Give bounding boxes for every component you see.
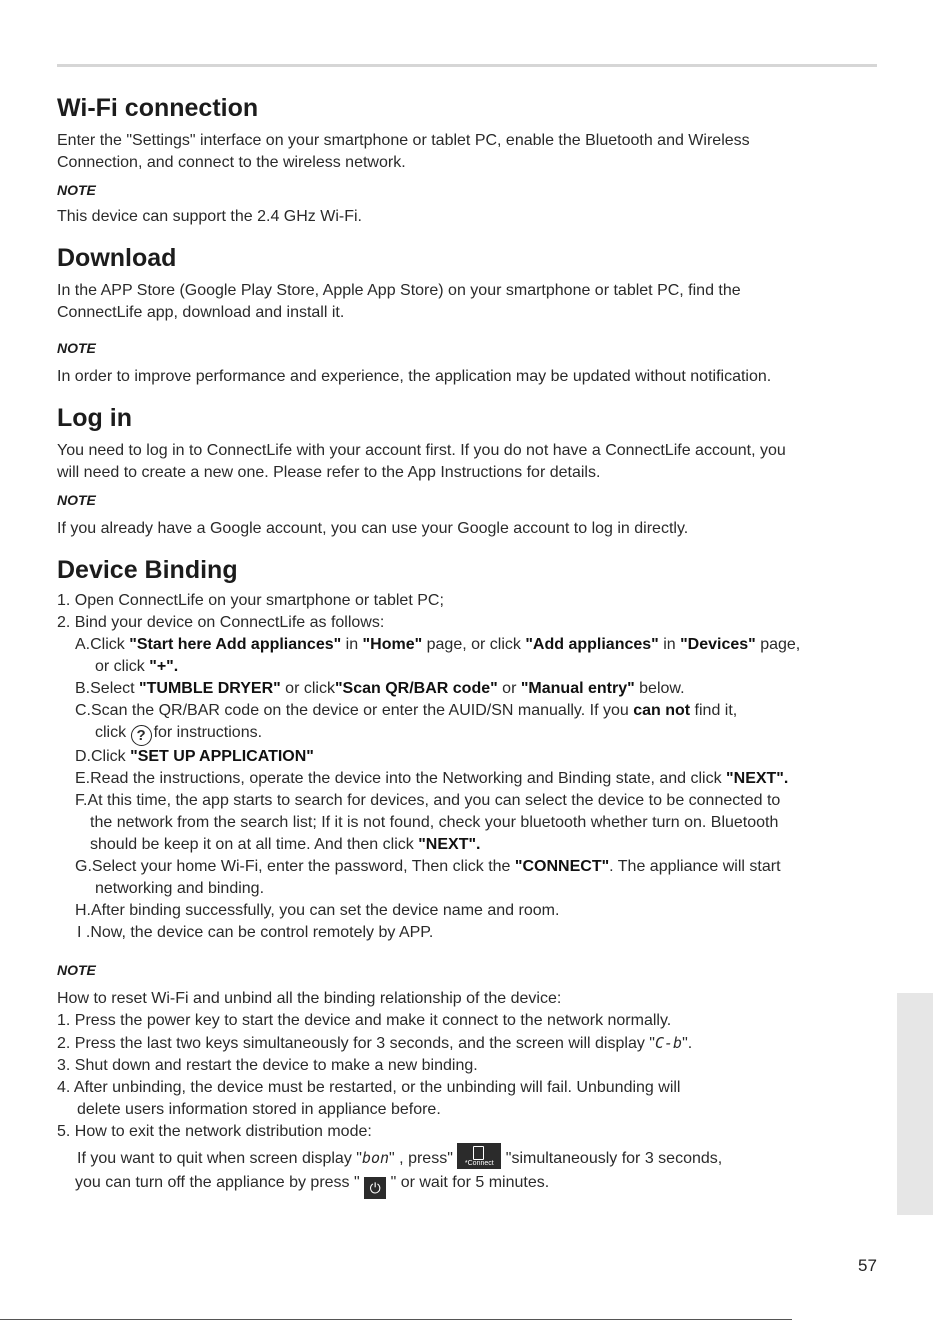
binding-step-f-line3: should be keep it on at all time. And then click "NEXT". (90, 836, 481, 853)
reset-step3: 3. Shut down and restart the device to make a new binding. (57, 1057, 478, 1074)
side-tab (897, 993, 933, 1215)
download-text-line1: In the APP Store (Google Play Store, Apple App Store) on your smartphone or tablet PC, find the (57, 282, 741, 299)
reset-step5-line2: you can turn off the appliance by press " ⏻ " or wait for 5 minutes. (57, 1171, 887, 1199)
download-text-line2: ConnectLife app, download and install it. (57, 304, 345, 321)
binding-step-a: A.Click "Start here Add appliances" in "Home" page, or click "Add appliances" in "Devices" page, (75, 636, 801, 653)
wifi-section-title: Wi-Fi connection (57, 94, 259, 122)
top-rule (57, 64, 877, 67)
help-icon: ? (131, 725, 152, 746)
binding-step1: 1. Open ConnectLife on your smartphone or tablet PC; (57, 592, 444, 609)
download-section-title: Download (57, 244, 177, 272)
binding-step-d: D.Click "SET UP APPLICATION" (75, 748, 314, 765)
lcd-display-bon: bon (361, 1149, 390, 1167)
wifi-text-line1: Enter the "Settings" interface on your smartphone or tablet PC, enable the Bluetooth and Wireless (57, 132, 750, 149)
login-note-label: NOTE (57, 492, 96, 508)
binding-step-f-line2: the network from the search list; If it is not found, check your bluetooth whether turn on. Bluetooth (90, 814, 779, 831)
reset-step5-line1: If you want to quit when screen display "bon" , press" *Connect "simultaneously for 3 seconds, (57, 1143, 887, 1171)
binding-step-g: G.Select your home Wi-Fi, enter the password, Then click the "CONNECT". The appliance will start (75, 858, 781, 875)
binding-step-g-cont: networking and binding. (95, 880, 265, 897)
binding-step2: 2. Bind your device on ConnectLife as follows: (57, 614, 385, 631)
bottom-rule (0, 1319, 792, 1320)
reset-step2: 2. Press the last two keys simultaneously for 3 seconds, and the screen will display "C-b". (57, 1034, 693, 1052)
wifi-note-text: This device can support the 2.4 GHz Wi-Fi. (57, 208, 362, 225)
binding-section-title: Device Binding (57, 556, 238, 584)
page-number: 57 (858, 1256, 877, 1275)
wifi-note-label: NOTE (57, 182, 96, 198)
reset-intro: How to reset Wi-Fi and unbind all the binding relationship of the device: (57, 990, 562, 1007)
reset-step5: 5. How to exit the network distribution mode: (57, 1123, 372, 1140)
binding-step-c-cont: click ? for instructions. (95, 724, 263, 744)
power-button-icon: ⏻ (364, 1177, 386, 1199)
binding-step-h: H.After binding successfully, you can set the device name and room. (75, 902, 560, 919)
connect-button-icon: *Connect (457, 1143, 501, 1169)
download-note-text: In order to improve performance and experience, the application may be updated without notification. (57, 368, 772, 385)
reset-step4-cont: delete users information stored in appliance before. (77, 1101, 441, 1118)
reset-step1: 1. Press the power key to start the device and make it connect to the network normally. (57, 1012, 672, 1029)
login-section-title: Log in (57, 404, 132, 432)
login-text-line1: You need to log in to ConnectLife with your account first. If you do not have a ConnectLife account, you (57, 442, 786, 459)
reset-step4: 4. After unbinding, the device must be restarted, or the unbinding will fail. Unbunding will (57, 1079, 681, 1096)
download-note-label: NOTE (57, 340, 96, 356)
binding-step-a-cont: or click "+". (95, 658, 179, 675)
login-note-text: If you already have a Google account, you can use your Google account to log in directly. (57, 520, 689, 537)
binding-step-c: C.Scan the QR/BAR code on the device or enter the AUID/SN manually. If you can not find it, (75, 702, 738, 719)
binding-step-b: B.Select "TUMBLE DRYER" or click"Scan QR/BAR code" or "Manual entry" below. (75, 680, 685, 697)
binding-step-e: E.Read the instructions, operate the device into the Networking and Binding state, and click "NEXT". (75, 770, 789, 787)
wifi-text-line2: Connection, and connect to the wireless network. (57, 154, 406, 171)
lcd-display-cb: C-b (654, 1034, 683, 1052)
manual-page-content (57, 92, 887, 1199)
binding-step-f: F.At this time, the app starts to search for devices, and you can select the device to be connected to (75, 792, 781, 809)
binding-note-label: NOTE (57, 962, 96, 978)
binding-step-i: I .Now, the device can be control remotely by APP. (77, 924, 434, 941)
login-text-line2: will need to create a new one. Please refer to the App Instructions for details. (57, 464, 601, 481)
